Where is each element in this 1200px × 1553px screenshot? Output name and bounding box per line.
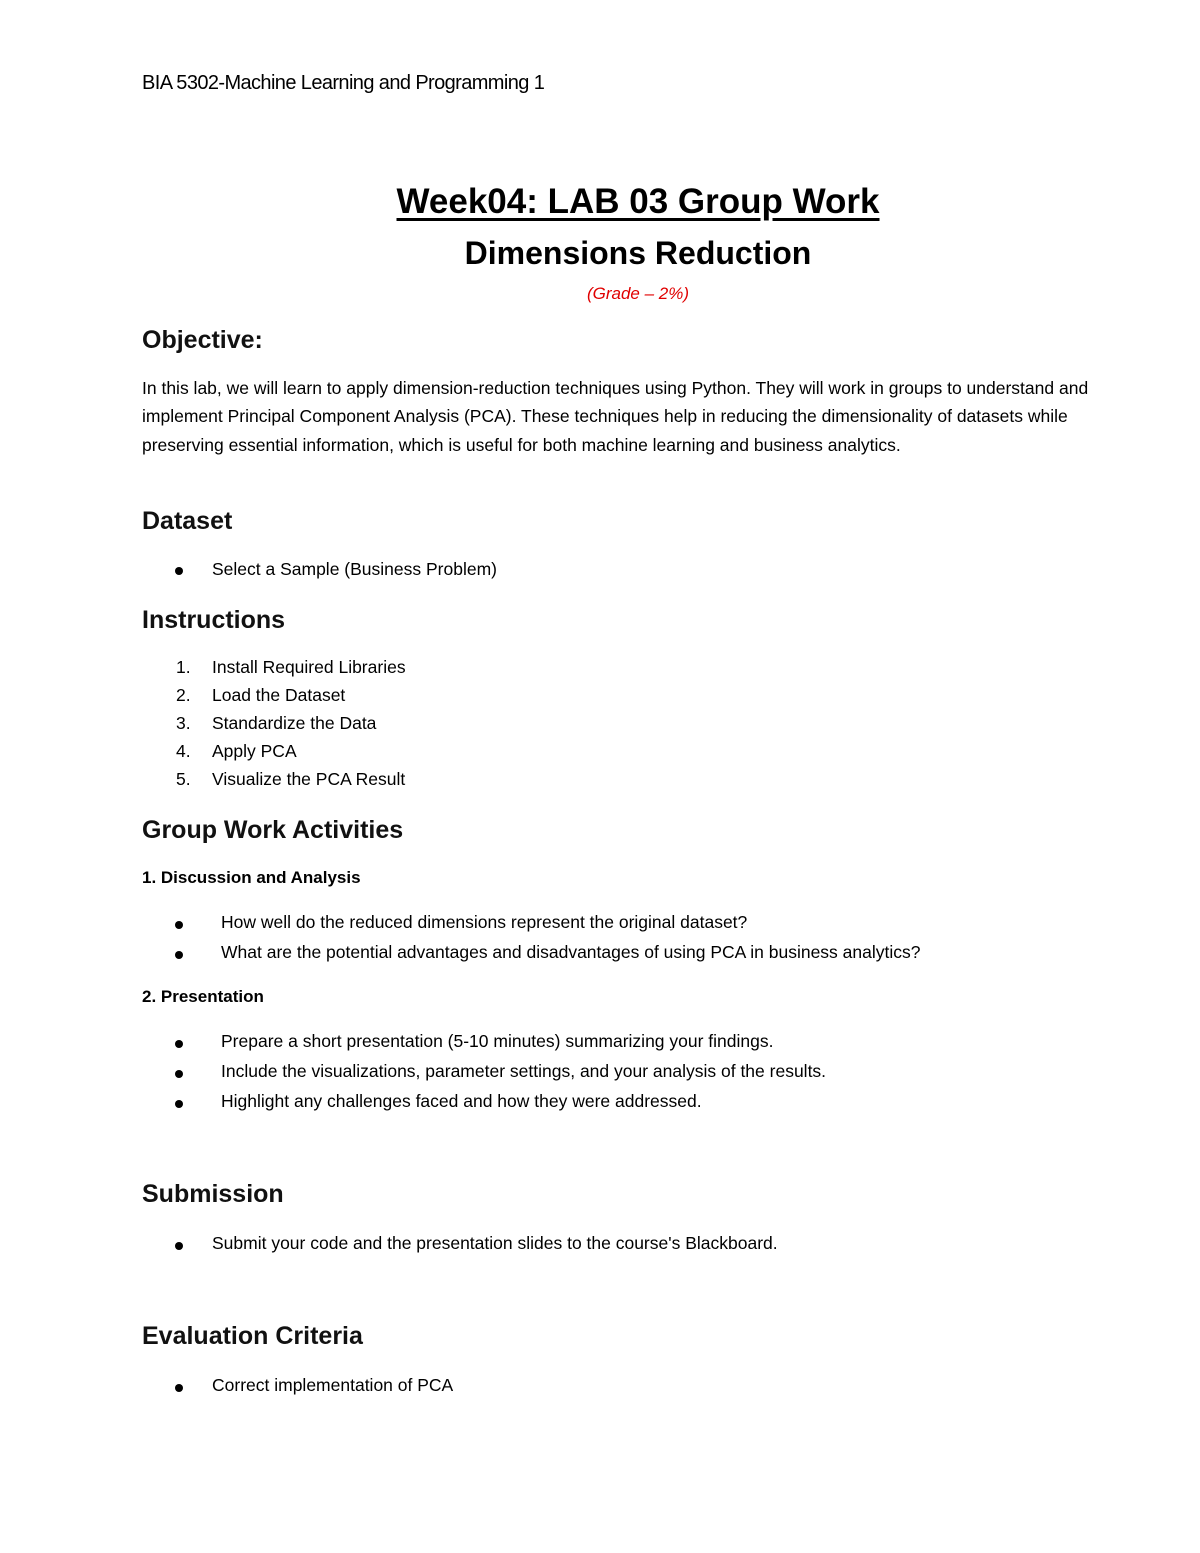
- submission-heading: Submission: [142, 1180, 284, 1208]
- discussion-item: What are the potential advantages and disadvantages of using PCA in business analytics?: [221, 942, 921, 962]
- presentation-item: Prepare a short presentation (5-10 minutes) summarizing your findings.: [221, 1031, 774, 1051]
- instruction-item: Load the Dataset: [212, 685, 346, 705]
- evaluation-item: Correct implementation of PCA: [212, 1375, 454, 1395]
- discussion-heading: 1. Discussion and Analysis: [142, 868, 361, 887]
- page-header: BIA 5302-Machine Learning and Programming 1: [142, 72, 545, 94]
- evaluation-heading: Evaluation Criteria: [142, 1322, 363, 1350]
- bullet-icon: [175, 567, 183, 575]
- grade-note: (Grade – 2%): [586, 284, 690, 303]
- instruction-item: Apply PCA: [212, 741, 297, 761]
- instruction-item: Standardize the Data: [212, 713, 377, 733]
- objective-text: In this lab, we will learn to apply dimension-reduction techniques using Python. They will work in groups to understand and implement Principal Component Analysis (PCA). These techniques help in reducing the dimensionality of datasets while preserving essential information, which is useful for both machine learning and business analytics.: [142, 378, 1089, 455]
- instruction-number: 5.: [176, 769, 191, 789]
- bullet-icon: [175, 1242, 183, 1250]
- document-subtitle: Dimensions Reduction: [464, 235, 812, 271]
- instruction-number: 4.: [176, 741, 191, 761]
- bullet-icon: [175, 1070, 183, 1078]
- instructions-heading: Instructions: [142, 606, 286, 634]
- instruction-item: Install Required Libraries: [212, 657, 406, 677]
- instruction-number: 1.: [176, 657, 191, 677]
- dataset-heading: Dataset: [142, 507, 233, 535]
- objective-heading: Objective:: [142, 326, 263, 354]
- presentation-item: Include the visualizations, parameter settings, and your analysis of the results.: [221, 1061, 827, 1081]
- bullet-icon: [175, 951, 183, 959]
- instruction-item: Visualize the PCA Result: [212, 769, 406, 789]
- group-work-heading: Group Work Activities: [142, 816, 404, 844]
- bullet-icon: [175, 921, 183, 929]
- instruction-number: 3.: [176, 713, 191, 733]
- discussion-item: How well do the reduced dimensions represent the original dataset?: [221, 912, 748, 932]
- instruction-number: 2.: [176, 685, 191, 705]
- bullet-icon: [175, 1384, 183, 1392]
- dataset-item: Select a Sample (Business Problem): [212, 559, 497, 579]
- submission-item: Submit your code and the presentation slides to the course's Blackboard.: [212, 1233, 778, 1253]
- presentation-item: Highlight any challenges faced and how they were addressed.: [221, 1091, 702, 1111]
- bullet-icon: [175, 1100, 183, 1108]
- bullet-icon: [175, 1040, 183, 1048]
- presentation-heading: 2. Presentation: [142, 987, 264, 1006]
- document-title: Week04: LAB 03 Group Work: [396, 182, 880, 221]
